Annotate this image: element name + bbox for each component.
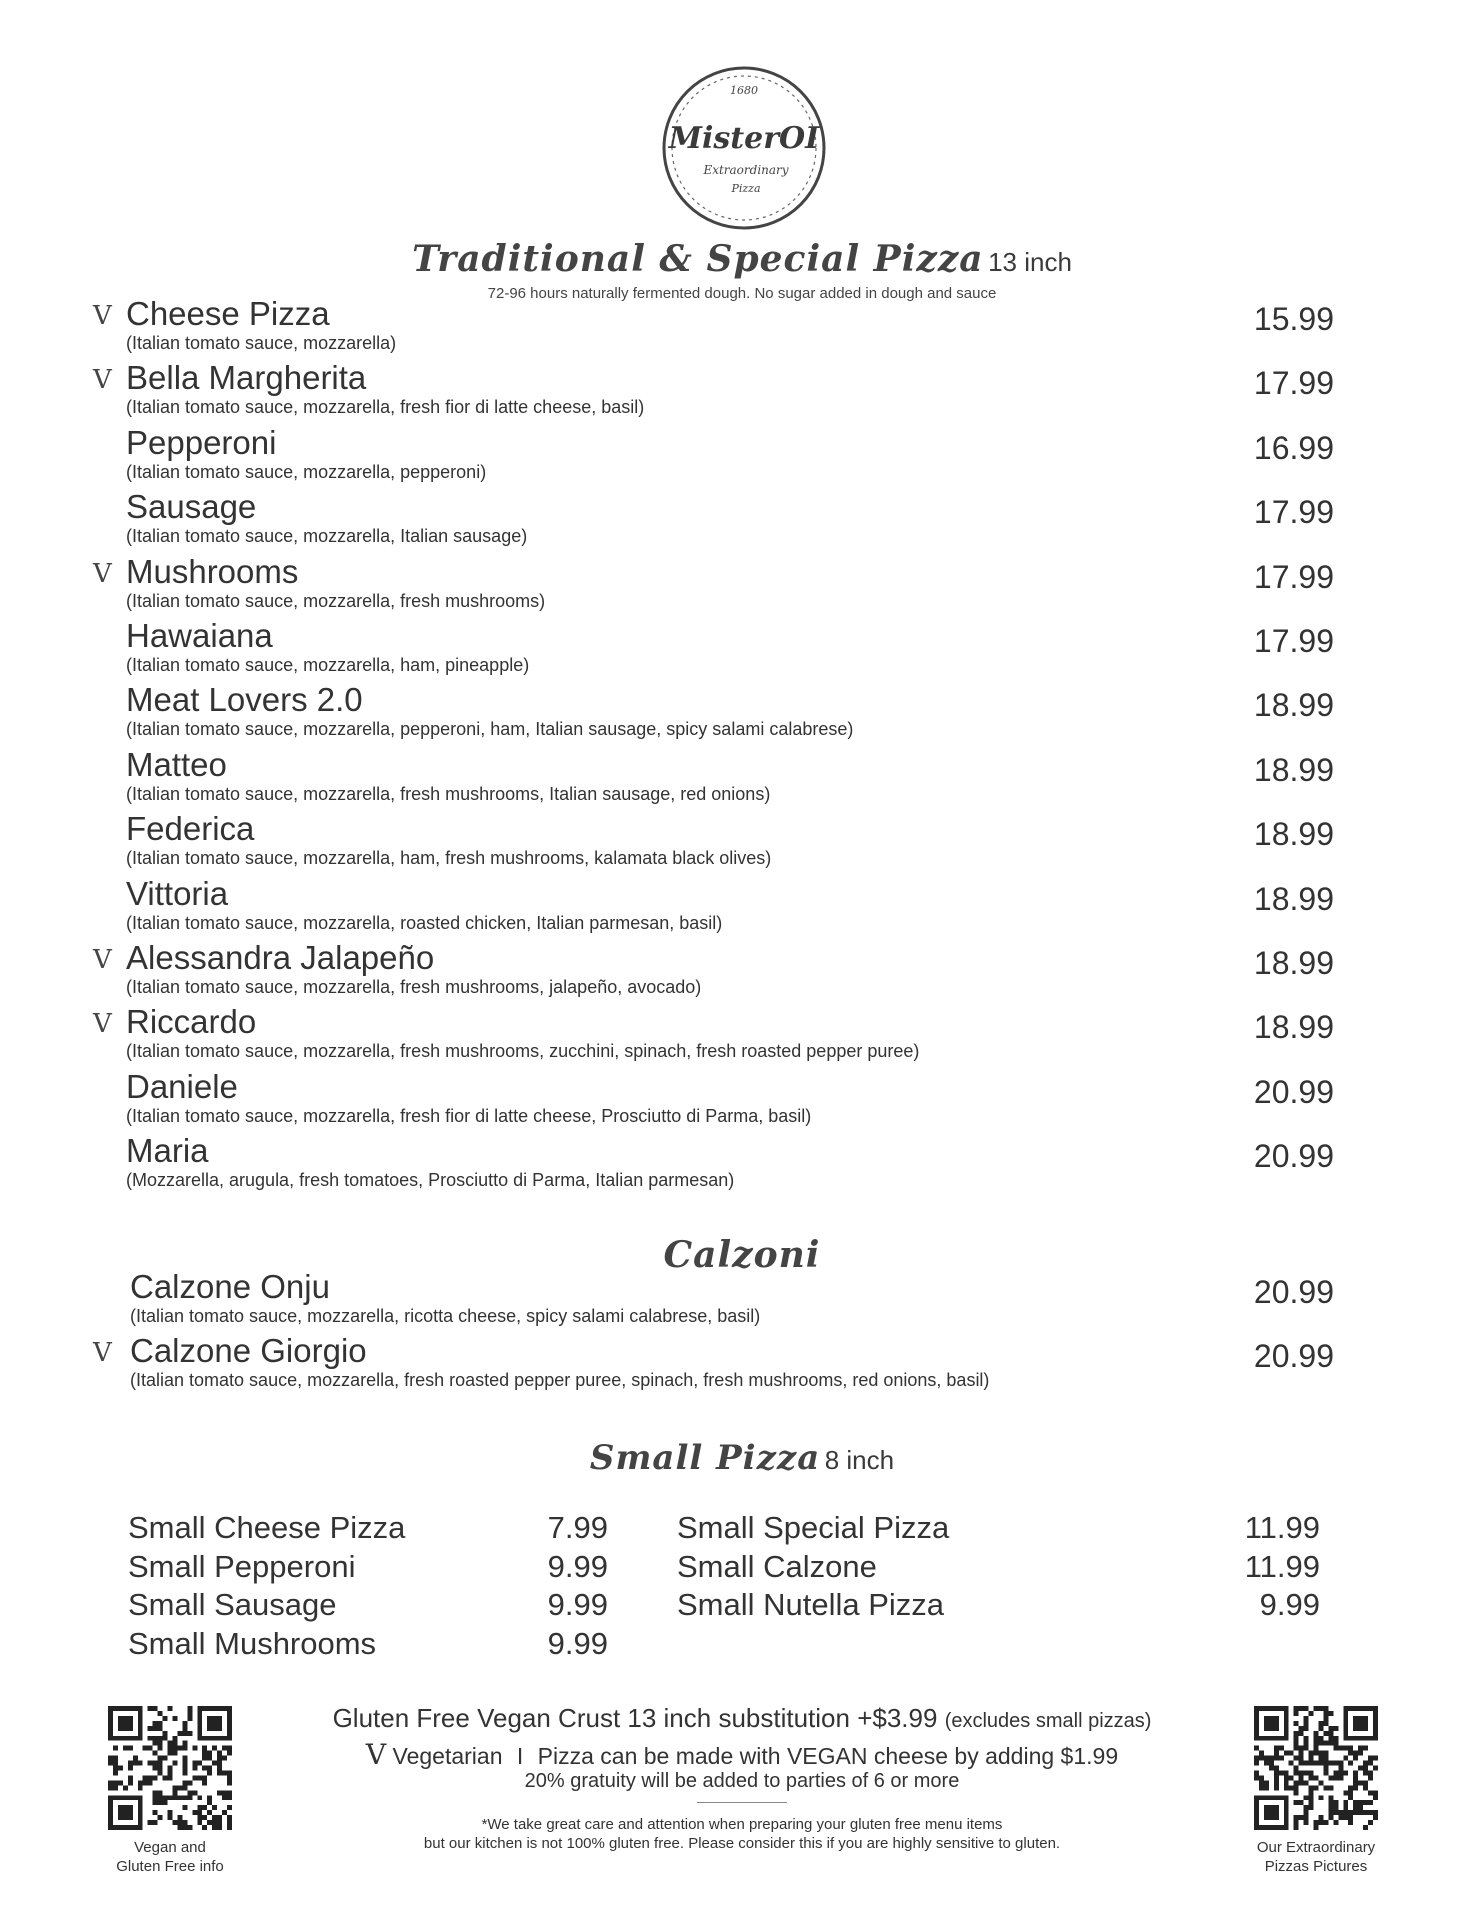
menu-item-name: Matteo: [126, 745, 227, 783]
calzone-item: [0, 1332, 1484, 1392]
menu-item-description: (Italian tomato sauce, mozzarella, fresh fior di latte cheese, Prosciutto di Parma, basil): [126, 1105, 812, 1126]
menu-item-price: 16.99: [1253, 429, 1334, 466]
menu-item-description: (Italian tomato sauce, mozzarella, pepperoni, ham, Italian sausage, spicy salami calabrese): [126, 719, 854, 740]
menu-item-description: (Italian tomato sauce, mozzarella, fresh mushrooms): [126, 590, 546, 611]
small-pizza-price: 9.99: [1259, 1587, 1320, 1623]
calzone-price: 20.99: [1253, 1274, 1334, 1310]
menu-item-price: 18.99: [1253, 687, 1334, 724]
qr-left-caption-2: Gluten Free info: [116, 1858, 224, 1875]
gluten-disclaimer-1: *We take great care and attention when preparing your gluten free menu items: [481, 1816, 1003, 1833]
small-pizza-name: Small Calzone: [677, 1548, 877, 1584]
menu-item-name: Pepperoni: [126, 423, 277, 461]
vegetarian-leaf-icon: V: [365, 1738, 387, 1771]
gluten-free-text: Gluten Free Vegan Crust 13 inch substitution +$3.99: [332, 1703, 938, 1733]
gluten-free-note: (excludes small pizzas): [944, 1710, 1152, 1732]
small-pizza-item: [128, 1626, 608, 1664]
menu-item-name: Sausage: [126, 488, 257, 526]
logo-tagline-1: Extraordinary: [703, 163, 789, 177]
qr-right-caption-2: Pizzas Pictures: [1264, 1858, 1368, 1875]
small-size: 8 inch: [824, 1445, 895, 1475]
menu-item-price: 18.99: [1253, 816, 1334, 853]
qr-left-caption-1: Vegan and: [134, 1839, 206, 1856]
calzone-price: 20.99: [1253, 1338, 1334, 1374]
vegetarian-leaf-icon: V: [93, 365, 112, 396]
qr-right-caption-1: Our Extraordinary: [1256, 1839, 1376, 1856]
menu-item-description: (Italian tomato sauce, mozzarella, fresh mushrooms, zucchini, spinach, fresh roasted pepper puree): [126, 1041, 920, 1062]
menu-item-name: Federica: [126, 810, 255, 848]
calzoni-title: Calzoni: [663, 1234, 821, 1276]
menu-item-description: (Italian tomato sauce, mozzarella, roasted chicken, Italian parmesan, basil): [126, 912, 723, 933]
menu-item: [0, 1068, 1484, 1128]
vegetarian-leaf-icon: V: [93, 945, 112, 975]
logo-tagline-2: Pizza: [731, 182, 761, 195]
traditional-size: 13 inch: [988, 247, 1072, 277]
menu-item: [0, 875, 1484, 935]
small-pizza-price: 9.99: [547, 1625, 608, 1661]
menu-item-name: Hawaiana: [126, 617, 273, 654]
small-pizza-name: Small Special Pizza: [677, 1510, 950, 1545]
small-pizza-item: [677, 1587, 1320, 1625]
small-pizza-item: [128, 1510, 608, 1548]
vegetarian-separator: I: [516, 1743, 524, 1769]
small-pizza-item: [677, 1510, 1320, 1548]
calzone-name: Calzone Giorgio: [130, 1332, 367, 1369]
vegan-cheese-text: Pizza can be made with VEGAN cheese by adding $1.99: [537, 1743, 1119, 1769]
small-pizza-name: Small Sausage: [128, 1587, 337, 1623]
menu-item-description: (Italian tomato sauce, mozzarella, fresh fior di latte cheese, basil): [126, 397, 645, 418]
menu-item-description: (Italian tomato sauce, mozzarella, Italian sausage): [126, 526, 528, 547]
menu-item-description: (Mozzarella, arugula, fresh tomatoes, Prosciutto di Parma, Italian parmesan): [126, 1170, 735, 1191]
menu-item-description: (Italian tomato sauce, mozzarella, ham, pineapple): [126, 655, 530, 675]
menu-item-price: 18.99: [1253, 880, 1334, 917]
menu-item: [0, 939, 1484, 999]
vegetarian-leaf-icon: V: [93, 558, 112, 589]
vegetarian-line: [0, 1738, 1484, 1771]
small-pizza-item: [128, 1549, 608, 1587]
menu-item-name: Daniele: [126, 1067, 238, 1105]
menu-item-name: Cheese Pizza: [126, 295, 330, 332]
vegetarian-leaf-icon: V: [93, 1009, 112, 1040]
menu-item: [0, 810, 1484, 870]
calzone-name: Calzone Onju: [130, 1268, 330, 1305]
small-pizza-item: [128, 1587, 608, 1625]
small-pizza-price: 11.99: [1244, 1548, 1320, 1584]
gratuity-text: 20% gratuity will be added to parties of 6 or more: [524, 1770, 960, 1792]
menu-item: [0, 617, 1484, 677]
logo-emblem: [660, 64, 828, 232]
menu-item-name: Riccardo: [126, 1003, 257, 1041]
menu-item: [0, 681, 1484, 741]
menu-item-name: Meat Lovers 2.0: [126, 681, 363, 719]
menu-item-price: 17.99: [1253, 494, 1334, 531]
calzone-description: (Italian tomato sauce, mozzarella, ricotta cheese, spicy salami calabrese, basil): [130, 1306, 761, 1326]
menu-item-description: (Italian tomato sauce, mozzarella, fresh mushrooms, Italian sausage, red onions): [126, 783, 771, 804]
menu-item-price: 20.99: [1253, 1138, 1334, 1175]
menu-item-price: 17.99: [1253, 623, 1334, 659]
menu-item-price: 18.99: [1253, 751, 1334, 788]
menu-item-description: (Italian tomato sauce, mozzarella, ham, fresh mushrooms, kalamata black olives): [126, 848, 772, 869]
footer-divider: [697, 1802, 787, 1803]
traditional-subtitle: 72-96 hours naturally fermented dough. No sugar added in dough and sauce: [487, 285, 997, 302]
logo-brand: MisterOI: [668, 121, 820, 156]
small-title: Small Pizza: [589, 1438, 821, 1478]
gluten-disclaimer: [0, 1815, 1484, 1853]
menu-item-price: 15.99: [1253, 301, 1334, 337]
small-pizza-name: Small Cheese Pizza: [128, 1510, 406, 1545]
small-pizza-price: 11.99: [1244, 1510, 1320, 1545]
small-pizza-name: Small Pepperoni: [128, 1548, 356, 1584]
menu-item: [0, 553, 1484, 613]
menu-item: [0, 359, 1484, 419]
traditional-section-title: [0, 238, 1484, 280]
vegetarian-label: Vegetarian: [392, 1743, 503, 1769]
menu-item-description: (Italian tomato sauce, mozzarella, fresh mushrooms, jalapeño, avocado): [126, 977, 702, 997]
vegetarian-leaf-icon: V: [93, 301, 112, 331]
menu-item-price: 17.99: [1253, 558, 1334, 595]
small-pizza-name: Small Mushrooms: [128, 1625, 377, 1661]
menu-item-description: (Italian tomato sauce, mozzarella, pepperoni): [126, 461, 487, 482]
menu-item: [0, 1003, 1484, 1063]
menu-item: [0, 488, 1484, 548]
traditional-title: Traditional & Special Pizza: [412, 238, 984, 280]
menu-item: [0, 746, 1484, 806]
menu-item: [0, 295, 1484, 355]
menu-item-name: Maria: [126, 1132, 209, 1170]
menu-item: [0, 1132, 1484, 1192]
logo: [660, 64, 828, 232]
small-pizza-price: 7.99: [547, 1510, 608, 1545]
menu-item-name: Vittoria: [126, 874, 229, 912]
logo-year: 1680: [730, 84, 758, 97]
small-pizza-name: Small Nutella Pizza: [677, 1587, 945, 1623]
menu-item: [0, 424, 1484, 484]
calzone-description: (Italian tomato sauce, mozzarella, fresh roasted pepper puree, spinach, fresh mushrooms, red onions, basil): [130, 1370, 990, 1390]
menu-item-name: Mushrooms: [126, 552, 299, 590]
menu-item-price: 20.99: [1253, 1073, 1334, 1110]
small-pizza-price: 9.99: [547, 1587, 608, 1623]
small-pizza-price: 9.99: [547, 1548, 608, 1584]
gluten-free-line: [0, 1703, 1484, 1734]
small-section-title: [0, 1438, 1484, 1478]
menu-item-price: 18.99: [1253, 945, 1334, 981]
menu-item-price: 18.99: [1253, 1009, 1334, 1046]
vegetarian-leaf-icon: V: [93, 1338, 112, 1368]
menu-item-name: Bella Margherita: [126, 359, 367, 397]
menu-item-name: Alessandra Jalapeño: [126, 939, 435, 976]
menu-item-price: 17.99: [1253, 365, 1334, 402]
calzone-item: [0, 1268, 1484, 1328]
menu-item-description: (Italian tomato sauce, mozzarella): [126, 333, 397, 353]
gluten-disclaimer-2: but our kitchen is not 100% gluten free. Please consider this if you are highly sensitive to gluten.: [423, 1835, 1061, 1852]
small-pizza-item: [677, 1549, 1320, 1587]
